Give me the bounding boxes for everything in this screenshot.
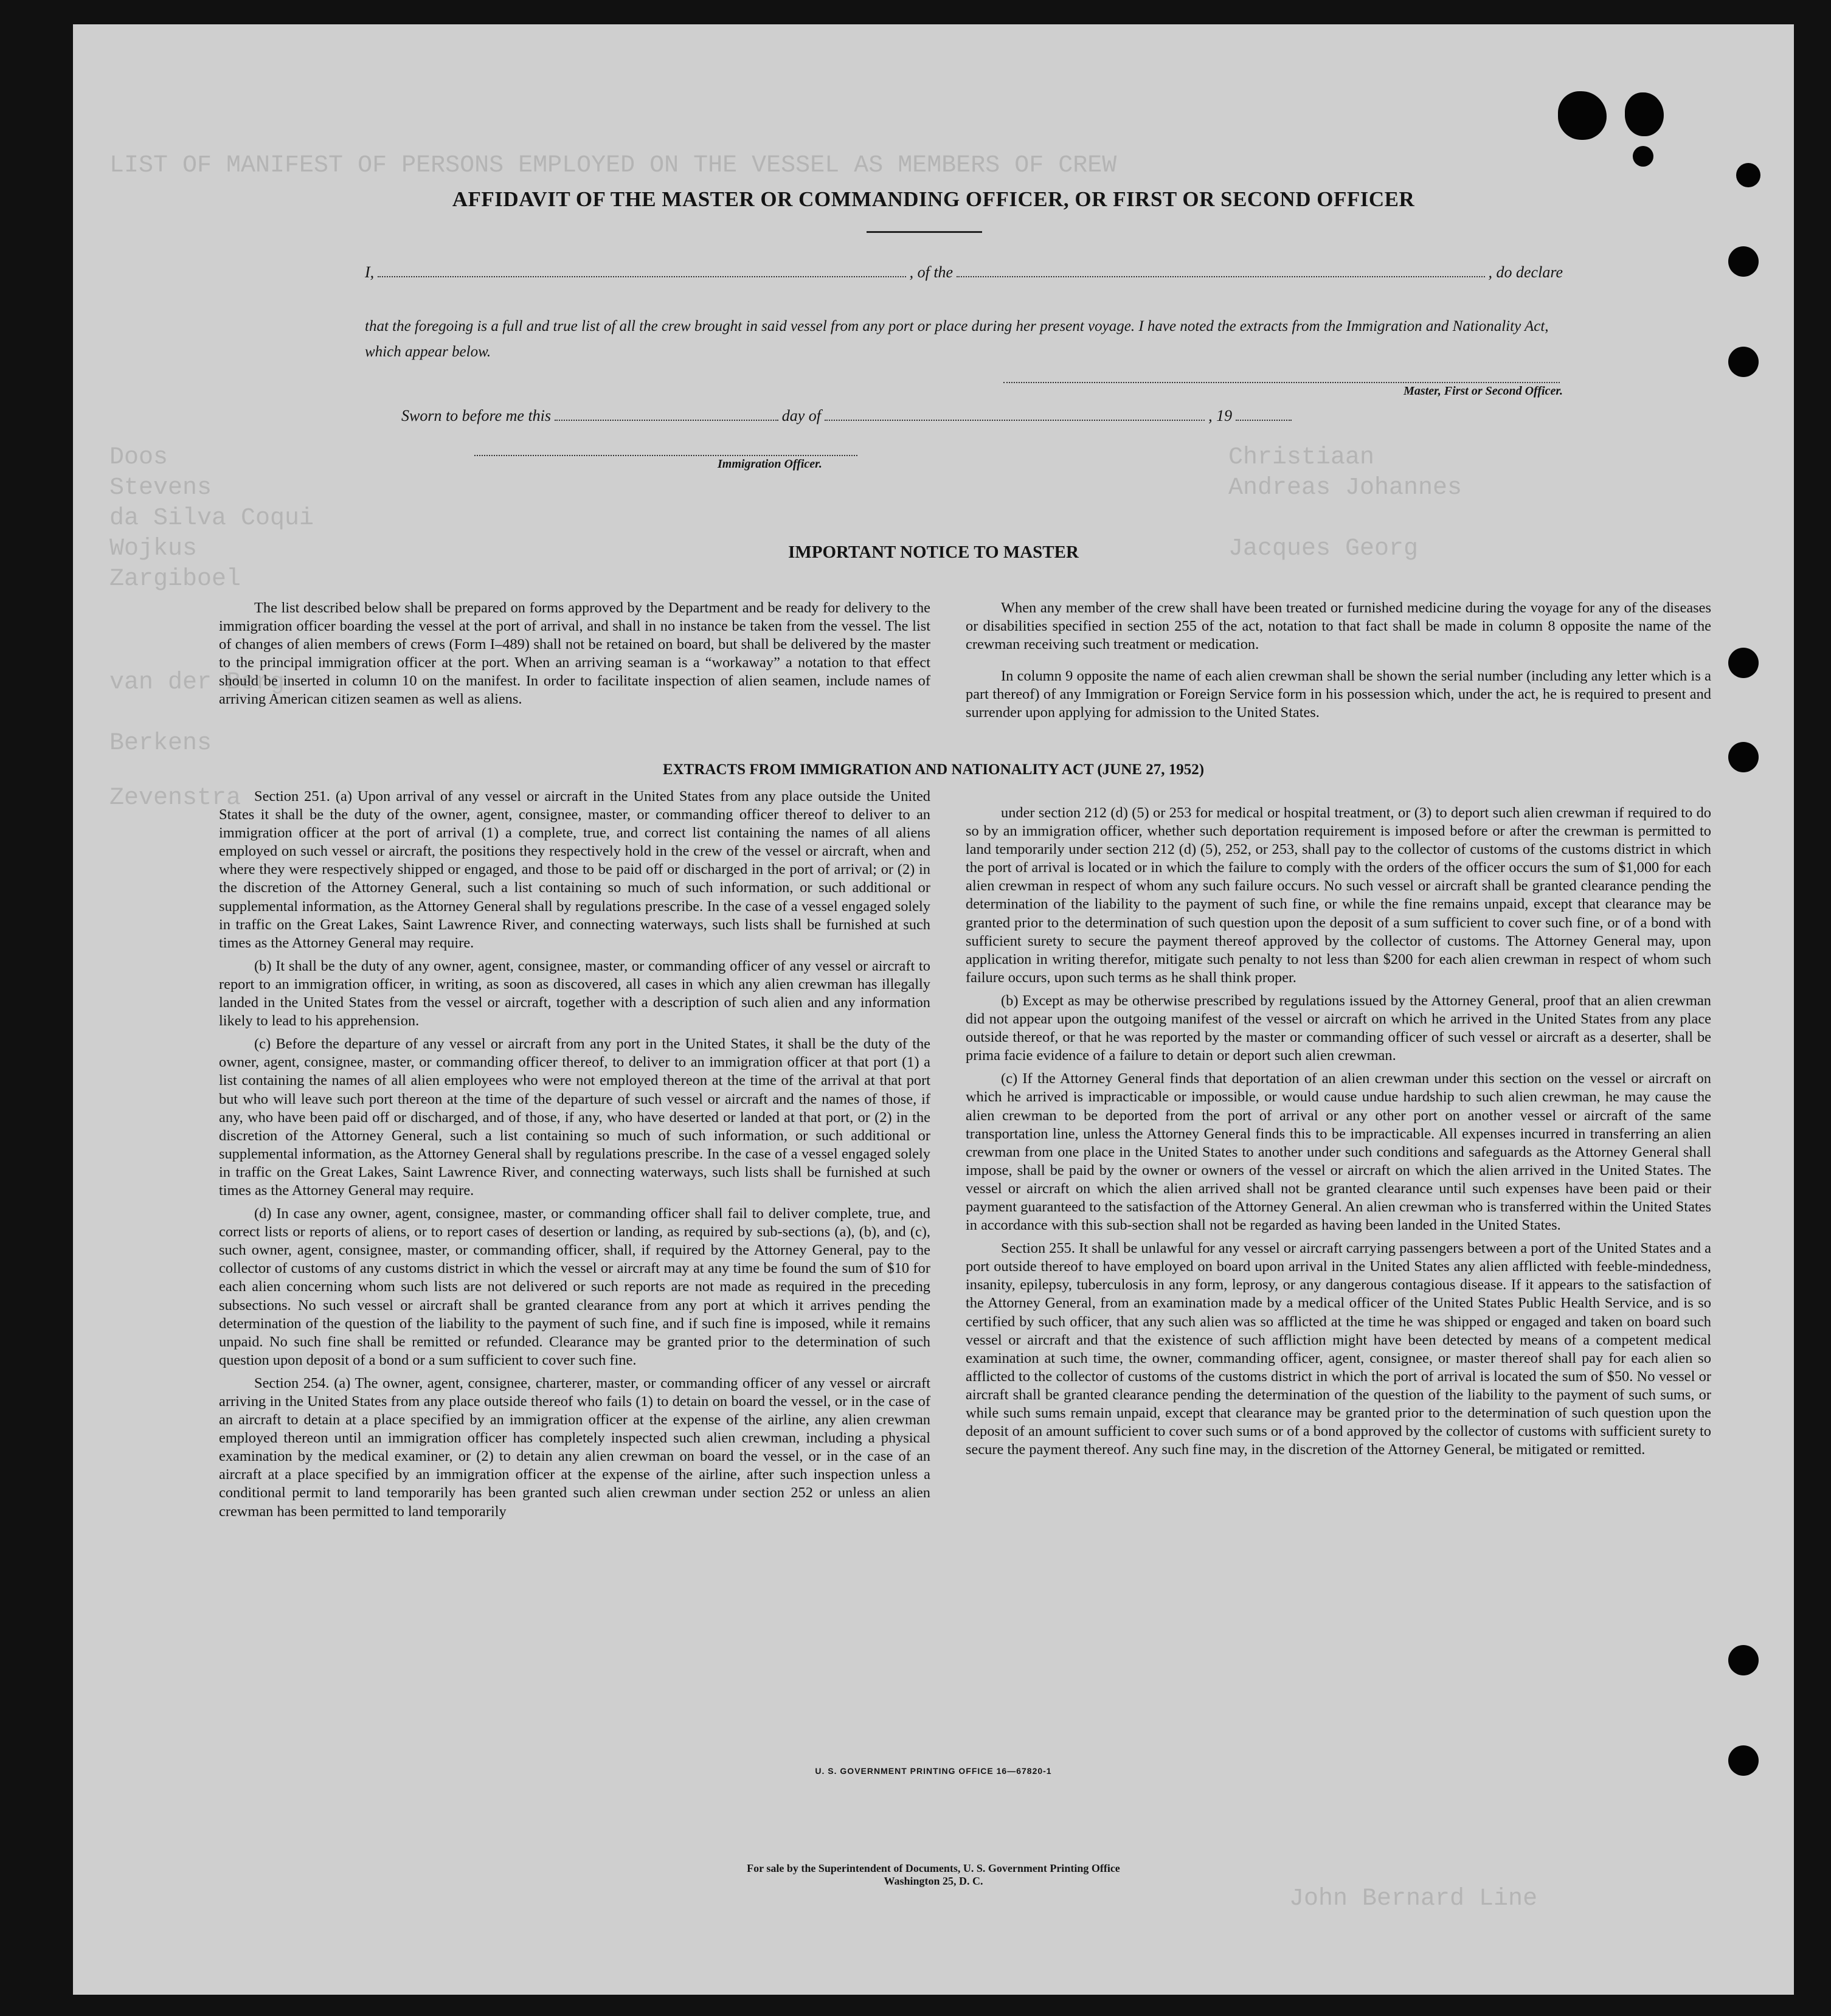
immigration-officer-field[interactable]: [474, 455, 857, 456]
signature-label: Master, First or Second Officer.: [1404, 384, 1563, 398]
i-label: I,: [365, 263, 375, 281]
extract-paragraph: Section 251. (a) Upon arrival of any vessel or aircraft in the United States from any place outside the United States it shall be the duty of the owner, agent, consignee, master, or commanding officer thereof to deliver to an immigration officer at the port of arrival (1) a complete, true, and correct list containing the names of all aliens employed on such vessel or aircraft, the positions they respectively hold in the crew of the vessel or aircraft, when and where they were respectively shipped or engaged, and those to be paid off or discharged in the port of arrival; or (2) in the discretion of the Attorney General, such a list containing so much of such information, or such additional or supplemental information, as the Attorney General shall by regulations prescribe. In the case of a vessel engaged solely in traffic on the Great Lakes, Saint Lawrence River, and connecting waterways, such lists shall be furnished at such times as the Attorney General may require.: [219, 788, 930, 951]
notice-heading: IMPORTANT NOTICE TO MASTER: [788, 542, 1079, 562]
bleed-through: Berkens: [109, 730, 212, 757]
extract-paragraph: (b) Except as may be otherwise prescribed by regulations issued by the Attorney General, proof that an alien crewman did not appear upon the outgoing manifest of the vessel or aircraft on which he arrived in the United States from any place outside thereof, or that he was reported by the master or commanding officer of such vessel or aircraft as a deserter, shall be prima facie evidence of a failure to detain or deport such alien crewman.: [966, 992, 1711, 1064]
document-page: [73, 24, 1794, 1995]
punch-hole: [1736, 163, 1760, 187]
punch-hole: [1728, 1745, 1759, 1776]
extract-paragraph: under section 212 (d) (5) or 253 for medical or hospital treatment, or (3) to deport such alien crewman if required to do so by an immigration officer, whether such deportation requirement is imposed before or after the crewman is permitted to land temporarily under section 212 (d) (5), 252, or 253, shall pay to the collector of customs of the customs district in which the port of arrival is located or in which the failure to comply with the orders of the officer occurs the sum of $1,000 for each alien crewman in respect of whom any such failure occurs. No such vessel or aircraft shall be granted clearance pending the determination of the liability to the payment of such fine, or while the fine remains unpaid, except that clearance may be granted prior to the determination of such question upon the deposit of a sum sufficient to cover such fine, or of a bond with sufficient surety to secure the payment thereof approved by the collector of customs. The Attorney General may, upon application in writing therefor, mitigate such penalty to not less than $200 for each alien crewman in respect of whom such failure occurs, upon such terms as he shall think proper.: [966, 805, 1711, 986]
punch-hole: [1728, 347, 1759, 377]
punch-hole: [1558, 91, 1607, 140]
gpo-imprint: U. S. GOVERNMENT PRINTING OFFICE 16—67820-1: [815, 1766, 1052, 1776]
punch-hole: [1633, 146, 1653, 167]
sworn-line: [401, 406, 1295, 425]
bleed-through: Wojkus: [109, 535, 198, 563]
punch-hole: [1728, 742, 1759, 772]
bleed-through: Jacques Georg: [1228, 535, 1419, 563]
bleed-through: Christiaan: [1228, 444, 1375, 471]
bleed-through: Andreas Johannes: [1228, 474, 1462, 502]
bleed-through: John Bernard Line: [1289, 1885, 1538, 1913]
signature-field[interactable]: [1003, 382, 1560, 383]
notice-paragraph: The list described below shall be prepared on forms approved by the Department and be ready for delivery to the immigration officer boarding the vessel at the port of arrival, and shall in no instance be taken from the vessel. The list of changes of alien members of crews (Form I–489) shall not be retained on board, but shall be delivered by the master to the principal immigration officer at the port. When an arriving seaman is a “workaway” a notation to that effect should be inserted in column 10 on the manifest. In order to facilitate inspection of alien seamen, include names of arriving American citizen seamen as well as aliens.: [219, 600, 930, 708]
extract-paragraph: (c) Before the departure of any vessel or aircraft from any port in the United States, it shall be the duty of the owner, agent, consignee, master, or commanding officer thereof, to deliver to an immigration officer at that port (1) a list containing the names of all alien employees who were not employed thereon at the time of the arrival at that port but who will leave such port thereon at the time of the departure of such vessel or aircraft and the names of those, if any, who have been paid off or discharged, and of those, if any, who have deserted or landed at that port, or (2) in the discretion of the Attorney General, such a list containing so much of such information, or such additional or supplemental information, as the Attorney General shall by regulations prescribe. In the case of a vessel engaged solely in traffic on the Great Lakes, Saint Lawrence River, and connecting waterways, such lists shall be furnished at such times as the Attorney General may require.: [219, 1036, 930, 1199]
sworn-label: Sworn to before me this: [401, 407, 552, 424]
extract-paragraph: (c) If the Attorney General finds that deportation of an alien crewman under this section on the vessel or aircraft on which he arrived is impracticable or impossible, or would cause undue hardship to such alien crewman, he may cause the alien crewman to be deported from the port of arrival or any other port on another vessel or aircraft of the same transportation line, unless the Attorney General finds this to be impracticable. All expenses incurred in transferring an alien crewman from one place in the United States to another under such conditions and safeguards as the Attorney General shall impose, shall be paid by the owner or owners of the vessel or aircraft on which the alien arrived in the United States. The vessel or aircraft on which the alien arrived shall not be granted clearance until such expenses have been paid or their payment guaranteed to the satisfaction of the Attorney General. An alien crewman who is transferred within the United States in accordance with this sub-section shall not be regarded as having been landed in the United States.: [966, 1070, 1711, 1234]
bleed-through: da Silva Coqui: [109, 505, 314, 532]
name-field[interactable]: [378, 263, 905, 277]
extract-paragraph: Section 255. It shall be unlawful for any vessel or aircraft carrying passengers between a port of the United States and a port outside thereof to have employed on board upon arrival in the United States any alien afflicted with feeble-mindedness, insanity, epilepsy, tuberculosis in any form, leprosy, or any dangerous contagious disease. If it appears to the satisfaction of the Attorney General, from an examination made by a medical officer of the United States Public Health Service, and is so certified by such officer, that any such alien was so afflicted at the time he was shipped or engaged and taken on board such vessel or aircraft and that the existence of such affliction might have been detected by means of a competent medical examination at such time, the owner, commanding officer, agent, consignee, or master thereof shall pay for each alien so afflicted to the collector of customs of the customs district in which the port of arrival is located the sum of $50. No vessel or aircraft shall be granted clearance pending the determination of the question of the liability to the payment of such sums, or while such sums remain unpaid, except that clearance may be granted prior to the determination of such question upon the deposit of an amount sufficient to cover such sums or of a bond approved by the collector of customs with sufficient surety to secure the payment thereof. Any such fine may, in the discretion of the Attorney General, be mitigated or remitted.: [966, 1240, 1711, 1458]
year-label: , 19: [1208, 407, 1233, 424]
punch-hole: [1728, 648, 1759, 678]
notice-paragraph: When any member of the crew shall have been treated or furnished medicine during the voyage for any of the diseases or disabilities specified in section 255 of the act, notation to that fact shall be made in column 8 opposite the name of the crewman receiving such treatment or medication.: [966, 600, 1711, 653]
punch-hole: [1728, 1645, 1759, 1675]
punch-hole: [1625, 92, 1664, 136]
bleed-through: Doos: [109, 444, 168, 471]
of-the-label: , of the: [909, 263, 954, 281]
extract-paragraph: (d) In case any owner, agent, consignee, master, or commanding officer shall fail to deliver complete, true, and correct lists or reports of aliens, or to report cases of desertion or landing, as required by sub-sections (a), (b), and (c), such owner, agent, consignee, master, or commanding officer, shall, if required by the Attorney General, pay to the collector of customs of any customs district in which the vessel or aircraft may at any time be found the sum of $10 for each alien concerning whom such lists are not delivered or such reports are not made as required in the preceding subsections. No such vessel or aircraft shall be granted clearance from any port at which it arrives pending the determination of the question of the liability to the payment of such fine, and if such fine is imposed, while it remains unpaid. No such fine shall be remitted or refunded. Clearance may be granted prior to the determination of such question upon deposit of a bond or a sum sufficient to cover such fine.: [219, 1205, 930, 1368]
sale-line: Washington 25, D. C.: [884, 1875, 983, 1887]
affidavit-title: AFFIDAVIT OF THE MASTER OR COMMANDING OFFICER, OR FIRST OR SECOND OFFICER: [452, 187, 1415, 211]
extracts-right-column: [966, 804, 1711, 1464]
sale-line: For sale by the Superintendent of Documents, U. S. Government Printing Office: [747, 1862, 1120, 1874]
sworn-day-field[interactable]: [555, 406, 778, 421]
do-declare-label: , do declare: [1488, 263, 1563, 281]
bleed-through: Zevenstra: [109, 785, 241, 812]
sworn-month-field[interactable]: [825, 406, 1205, 421]
bleed-through: Zargiboel: [109, 566, 241, 593]
extract-paragraph: Section 254. (a) The owner, agent, consignee, charterer, master, or commanding officer of any vessel or aircraft arriving in the United States from any place outside thereof who fails (1) to detain on board the vessel, or in the case of an aircraft to detain at a place specified by an immigration officer at the expense of the airline, any alien crewman employed thereon until an immigration officer has completely inspected such alien crewman, including a physical examination by the medical examiner, or (2) to detain any alien crewman on board the vessel, or in the case of an aircraft at a place specified by an immigration officer at the expense of the airline, after such inspection unless a conditional permit to land temporarily has been granted such alien crewman under section 252 or unless an alien crewman has been permitted to land temporarily: [219, 1374, 930, 1520]
bleed-through: Stevens: [109, 474, 212, 502]
title-rule: [867, 231, 982, 233]
extracts-heading: EXTRACTS FROM IMMIGRATION AND NATIONALITY ACT (JUNE 27, 1952): [662, 761, 1205, 778]
sale-notice: [73, 1862, 1794, 1888]
immigration-officer-label: Immigration Officer.: [718, 457, 822, 471]
vessel-field[interactable]: [957, 263, 1484, 277]
day-of-label: day of: [781, 407, 821, 424]
notice-left-column: [219, 599, 930, 722]
extracts-left-column: [219, 788, 930, 1526]
extract-paragraph: (b) It shall be the duty of any owner, agent, consignee, master, or commanding officer of any vessel or aircraft to report to an immigration officer, in writing, as soon as discovered, all cases in which any alien crewman has illegally landed in the United States from the vessel or aircraft, together with a description of such alien and any information likely to lead to his apprehension.: [219, 957, 930, 1030]
declaration-line: [365, 263, 1563, 282]
bleed-through: LIST OF MANIFEST OF PERSONS EMPLOYED ON THE VESSEL AS MEMBERS OF CREW: [109, 152, 1117, 179]
affidavit-statement: that the foregoing is a full and true list of all the crew brought in said vessel from any port or place during her present voyage. I have noted the extracts from the Immigration and Nationality Act, which appear below.: [365, 318, 1549, 360]
sworn-year-field[interactable]: [1236, 406, 1292, 421]
notice-paragraph: In column 9 opposite the name of each alien crewman shall be shown the serial number (including any letter which is a part thereof) of any Immigration or Foreign Service form in his possession which, under the act, he is required to present and surrender upon applying for admission to the United States.: [966, 668, 1711, 721]
bleed-through: van der Berg: [109, 669, 285, 696]
notice-right-column: [966, 599, 1711, 736]
punch-hole: [1728, 246, 1759, 277]
